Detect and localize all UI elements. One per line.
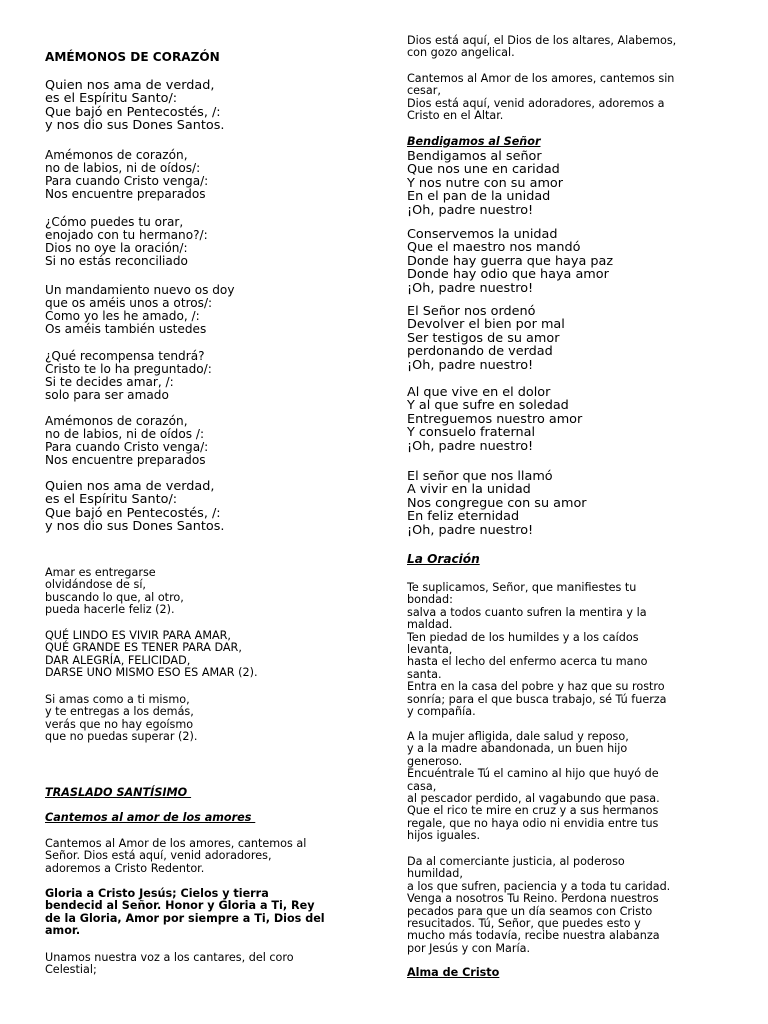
stanza: Quien nos ama de verdad, es el Espíritu Santo/: Que bajó en Pentecostés, /: y nos dio sus Dones Santos. [45,479,225,535]
song-heading: Bendigamos al Señor [407,135,541,148]
stanza: Amémonos de corazón, no de labios, ni de oídos /: Para cuando Cristo venga/: Nos encuentre preparados [45,414,209,468]
stanza: ¿Cómo puedes tu orar, enojado con tu hermano?/: Dios no oye la oración/: Si no estás reconciliado [45,215,208,269]
section-heading: TRASLADO SANTÍSIMO [45,786,192,799]
song-heading: Alma de Cristo [407,966,500,979]
stanza: El señor que nos llamó A vivir en la unidad Nos congregue con su amor En feliz eternidad ¡Oh, padre nuestro! [407,469,587,538]
stanza: Conservemos la unidad Que el maestro nos mandó Donde hay guerra que haya paz Donde hay odio que haya amor ¡Oh, padre nuestro! [407,227,614,296]
stanza: Al que vive en el dolor Y al que sufre en soledad Entreguemos nuestro amor Y consuelo fraternal ¡Oh, padre nuestro! [407,385,583,454]
paragraph: A la mujer afligida, dale salud y reposo, y a la madre abandonada, un buen hijo generoso. Encuéntrale Tú el camino al hijo que huyó de casa, al pescador perdido, al vagabundo que pasa. Que el rico te mire en cruz y a sus hermanos regale, que no haya odio ni envidia entre tus hijos iguales. [407,730,660,843]
paragraph: Te suplicamos, Señor, que manifiestes tu bondad: salva a todos cuanto sufren la mentira y la maldad. Ten piedad de los humildes y a los caídos levanta, hasta el lecho del enfermo acerca tu mano santa. Entra en la casa del pobre y haz que su rostro sonría; para el que busca trabajo, sé Tú fuerza y compañía. [407,581,667,719]
paragraph: Da al comerciante justicia, al poderoso humildad, a los que sufren, paciencia y a toda tu caridad. Venga a nosotros Tu Reino. Perdona nuestros pecados para que un día seamos con Cristo resucitados. Tú, Señor, que puedes esto y mucho más todavía, recibe nuestra alabanza por Jesús y con María. [407,855,671,955]
song-heading: Cantemos al amor de los amores [45,811,256,824]
song-heading: La Oración [407,552,480,566]
bold-paragraph: Gloria a Cristo Jesús; Cielos y tierra bendecid al Señor. Honor y Gloria a Ti, Rey de la Gloria, Amor por siempre a Ti, Dios del amor. [45,887,325,938]
stanza: Bendigamos al señor Que nos une en caridad Y nos nutre con su amor En el pan de la unidad ¡Oh, padre nuestro! [407,149,564,218]
stanza: Si amas como a ti mismo, y te entregas a los demás, verás que no hay egoísmo que no puedas superar (2). [45,693,198,744]
paragraph: Cantemos al Amor de los amores, cantemos al Señor. Dios está aquí, venid adoradores, adoremos a Cristo Redentor. [45,837,307,875]
stanza: Quien nos ama de verdad, es el Espíritu Santo/: Que bajó en Pentecostés, /: y nos dio sus Dones Santos. [45,78,225,134]
stanza: El Señor nos ordenó Devolver el bien por mal Ser testigos de su amor perdonando de verdad ¡Oh, padre nuestro! [407,304,565,373]
chorus: QUÉ LINDO ES VIVIR PARA AMAR, QUÉ GRANDE ES TENER PARA DAR, DAR ALEGRÍA, FELICIDAD, DARSE UNO MISMO ESO ES AMAR (2). [45,629,258,680]
stanza: ¿Qué recompensa tendrá? Cristo te lo ha preguntado/: Si te decides amar, /: solo para ser amado [45,349,212,403]
paragraph: Unamos nuestra voz a los cantares, del coro Celestial; [45,951,294,977]
stanza: Un mandamiento nuevo os doy que os améis unos a otros/: Como yo les he amado, /: Os améis también ustedes [45,283,235,337]
paragraph: Dios está aquí, el Dios de los altares, Alabemos, con gozo angelical. [407,34,677,60]
paragraph: Cantemos al Amor de los amores, cantemos sin cesar, Dios está aquí, venid adoradores, adoremos a Cristo en el Altar. [407,72,675,123]
song-title: AMÉMONOS DE CORAZÓN [45,50,220,64]
stanza: Amémonos de corazón, no de labios, ni de oídos/: Para cuando Cristo venga/: Nos encuentre preparados [45,148,209,202]
stanza: Amar es entregarse olvidándose de sí, buscando lo que, al otro, pueda hacerle feliz (2). [45,566,184,617]
